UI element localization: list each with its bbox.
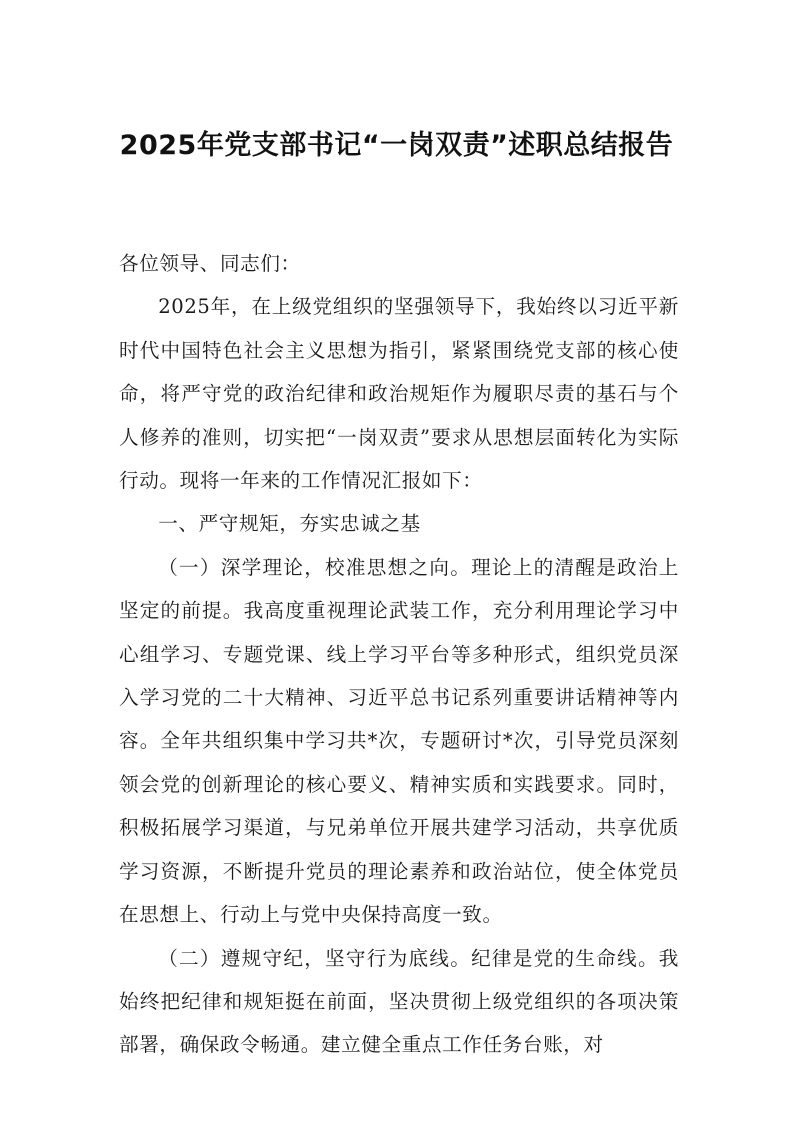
document-body [119, 242, 679, 1067]
section-heading-1: 一、严守规矩，夯实忠诚之基 [158, 512, 421, 536]
document-title: 2025年党支部书记“一岗双责”述职总结报告 [119, 130, 674, 161]
paragraph-1-2: （二）遵规守纪，坚守行为底线。纪律是党的生命线。我始终把纪律和规矩挺在前面，坚决贯彻上级党组织的各项决策部署，确保政令畅通。建立健全重点工作任务台账，对 [119, 946, 679, 1057]
paragraph-intro: 2025年，在上级党组织的坚强领导下，我始终以习近平新时代中国特色社会主义思想为指引，紧紧围绕党支部的核心使命，将严守党的政治纪律和政治规矩作为履职尽责的基石与个人修养的准则，切实把“一岗双责”要求从思想层面转化为实际行动。现将一年来的工作情况汇报如下： [119, 295, 679, 493]
paragraph-1-1: （一）深学理论，校准思想之向。理论上的清醒是政治上坚定的前提。我高度重视理论武装工作，充分利用理论学习中心组学习、专题党课、线上学习平台等多种形式，组织党员深入学习党的二十大精神、习近平总书记系列重要讲话精神等内容。全年共组织集中学习共*次，专题研讨*次，引导党员深刻领会党的创新理论的核心要义、精神实质和实践要求。同时，积极拓展学习渠道，与兄弟单位开展共建学习活动，共享优质学习资源，不断提升党员的理论素养和政治站位，使全体党员在思想上、行动上与党中央保持高度一致。 [119, 555, 679, 927]
salutation: 各位领导、同志们： [119, 252, 301, 275]
